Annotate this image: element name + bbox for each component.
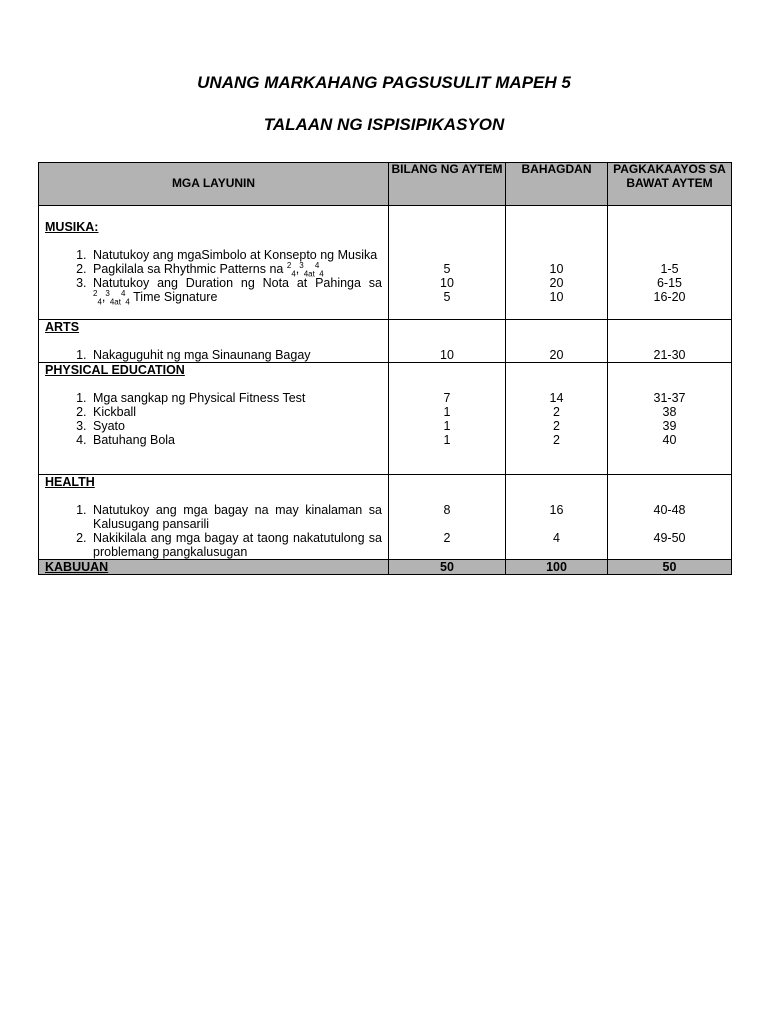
table-header-row (39, 163, 732, 206)
arts-pagkakaayos: 21-30 (608, 320, 732, 363)
pe-bilang: 7 1 1 1 (389, 363, 506, 475)
health-objectives (39, 475, 389, 560)
section-title-pe: PHYSICAL EDUCATION (45, 363, 185, 377)
time-signature-3-4: $^3_4$ (105, 288, 115, 307)
list-item: 4. Batuhang Bola (90, 433, 388, 447)
list-item: 2. Nakikilala ang mga bagay at taong nakatutulong sa problemang pangkalusugan (90, 531, 388, 559)
section-title-arts: ARTS (45, 320, 80, 334)
section-health (39, 475, 732, 560)
list-item: 3. Natutukoy ang Duration ng Nota at Pahinga sa $^2_4$,$^3_{4at}^4_4$ Time Signature (90, 276, 388, 304)
header-bilang: BILANG NG AYTEM (389, 163, 506, 206)
arts-objectives (39, 320, 389, 363)
list-item-text: Natutukoy ang Duration ng Nota at Pahinga sa (93, 276, 382, 290)
list-item: 1. Mga sangkap ng Physical Fitness Test (90, 391, 388, 405)
arts-bilang: 10 (389, 320, 506, 363)
health-pagkakaayos: 40-48 49-50 (608, 475, 732, 560)
list-item: 1. Natutukoy ang mga bagay na may kinalaman sa Kalusugang pansarili (90, 503, 388, 531)
health-bahagdan: 16 4 (506, 475, 608, 560)
document-title: UNANG MARKAHANG PAGSUSULIT MAPEH 5 (197, 73, 571, 92)
musika-bahagdan: 10 20 10 (506, 206, 608, 320)
list-item: 1. Nakaguguhit ng mga Sinaunang Bagay (90, 348, 388, 362)
header-layunin: MGA LAYUNIN (39, 163, 389, 206)
section-physical-education (39, 363, 732, 475)
pe-bahagdan: 14 2 2 2 (506, 363, 608, 475)
pe-objectives (39, 363, 389, 475)
specification-table (38, 162, 732, 575)
time-signature-4-4: $^4_4$ (120, 288, 130, 307)
header-bahagdan: BAHAGDAN (506, 163, 608, 206)
list-item: 3. Syato (90, 419, 388, 433)
list-item: 2. Kickball (90, 405, 388, 419)
arts-bahagdan: 20 (506, 320, 608, 363)
musika-objectives (39, 206, 389, 320)
section-arts (39, 320, 732, 363)
total-bilang: 50 (389, 560, 506, 575)
list-item: 2. Pagkilala sa Rhythmic Patterns na $^2_4$,$^3_{4at}^4_4$ (90, 262, 388, 276)
section-title-musika: MUSIKA: (45, 220, 99, 234)
time-signature-3-4: $^3_4$ (299, 260, 309, 279)
list-item-text: Time Signature (133, 290, 218, 304)
total-row (39, 560, 732, 575)
time-signature-2-4: $^2_4$ (93, 288, 102, 307)
musika-bilang: 5 10 5 (389, 206, 506, 320)
list-item: 1. Natutukoy ang mgaSimbolo at Konsepto ng Musika (90, 248, 388, 262)
pe-pagkakaayos: 31-37 38 39 40 (608, 363, 732, 475)
list-item-text: Pagkilala sa Rhythmic Patterns na (93, 262, 284, 276)
time-signature-2-4: $^2_4$ (286, 260, 296, 279)
total-label: KABUUAN (39, 560, 389, 575)
time-signature-4-4: $^4_4$ (314, 260, 324, 279)
header-pagkakaayos: PAGKAKAAYOS SA BAWAT AYTEM (608, 163, 732, 206)
health-bilang: 8 2 (389, 475, 506, 560)
section-title-health: HEALTH (45, 475, 95, 489)
total-bahagdan: 100 (506, 560, 608, 575)
total-pagkakaayos: 50 (608, 560, 732, 575)
section-musika (39, 206, 732, 320)
musika-pagkakaayos: 1-5 6-15 16-20 (608, 206, 732, 320)
document-subtitle: TALAAN NG ISPISIPIKASYON (263, 115, 505, 134)
